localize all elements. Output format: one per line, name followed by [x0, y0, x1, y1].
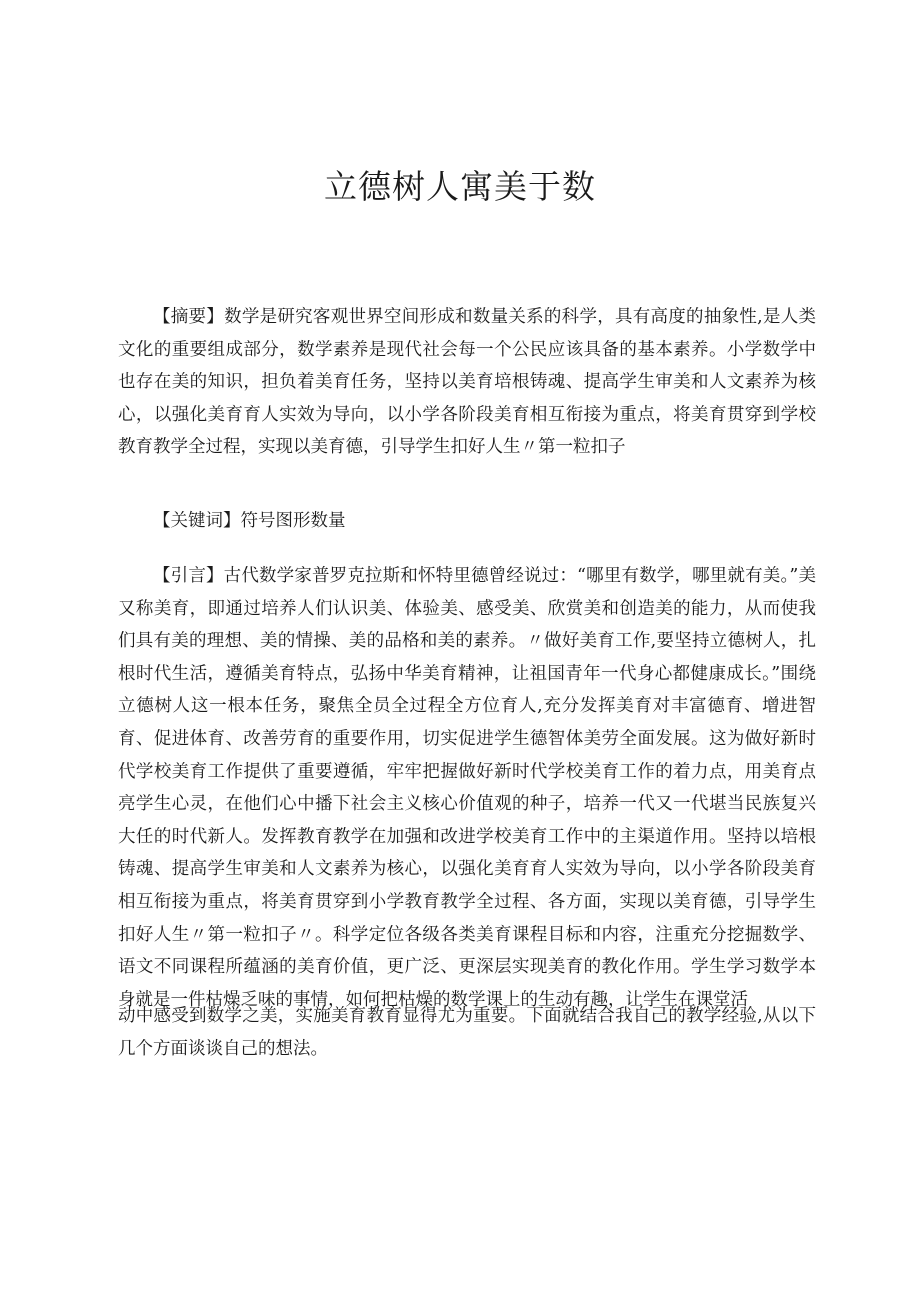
document-title: 立德树人寓美于数 — [324, 167, 596, 206]
keywords-paragraph — [118, 505, 816, 538]
intro-continuation-paragraph — [118, 1000, 816, 1065]
abstract-paragraph — [118, 301, 816, 464]
intro-continuation-text: 动中感受到数学之美，实施美育教育显得尤为重要。下面就结合我自己的教学经验,从以下几个方面谈谈自己的想法。 — [118, 1006, 816, 1059]
intro-paragraph — [118, 560, 816, 1016]
abstract-text: 数学是研究客观世界空间形成和数量关系的科学，具有高度的抽象性,是人类文化的重要组成部分，数学素养是现代社会每一个公民应该具备的基本素养。小学数学中也存在美的知识，担负着美育任务，坚持以美育培根铸魂、提高学生审美和人文素养为核心，以强化美育育人实效为导向，以小学各阶段美育相互衔接为重点，将美育贯穿到学校教育教学全过程，实现以美育德，引导学生扣好人生〃第一粒扣子 — [118, 307, 817, 458]
keywords-text: 符号图形数量 — [240, 511, 346, 531]
intro-label: 【引言】 — [153, 566, 224, 586]
keywords-label: 【关键词】 — [153, 511, 241, 531]
abstract-label: 【摘要】 — [153, 307, 225, 327]
intro-text: 古代数学家普罗克拉斯和怀特里德曾经说过：“哪里有数学，哪里就有美。”美又称美育，即通过培养人们认识美、体验美、感受美、欣赏美和创造美的能力，从而使我们具有美的理想、美的情操、美的品格和美的素养。〃做好美育工作,要坚持立德树人，扎根时代生活，遵循美育特点，弘扬中华美育精神，让祖国青年一代身心都健康成长。”围绕立德树人这一根本任务，聚焦全员全过程全方位育人,充分发挥美育对丰富德育、增进智育、促进体育、改善劳育的重要作用，切实促进学生德智体美劳全面发展。这为做好新时代学校美育工作提供了重要遵循，牢牢把握做好新时代学校美育工作的着力点，用美育点亮学生心灵，在他们心中播下社会主义核心价值观的种子，培养一代又一代堪当民族复兴大任的时代新人。发挥教育教学在加强和改进学校美育工作中的主渠道作用。坚持以培根铸魂、提高学生审美和人文素养为核心，以强化美育育人实效为导向，以小学各阶段美育相互衔接为重点，将美育贯穿到小学教育教学全过程、各方面，实现以美育德，引导学生扣好人生〃第一粒扣子〃。科学定位各级各类美育课程目标和内容，注重充分挖掘数学、语文不同课程所蕴涵的美育价值，更广泛、更深层实现美育的教化作用。学生学习数学本身就是一件枯燥乏味的事情，如何把枯燥的数学课上的生动有趣，让学生在课堂活 — [118, 566, 817, 1010]
